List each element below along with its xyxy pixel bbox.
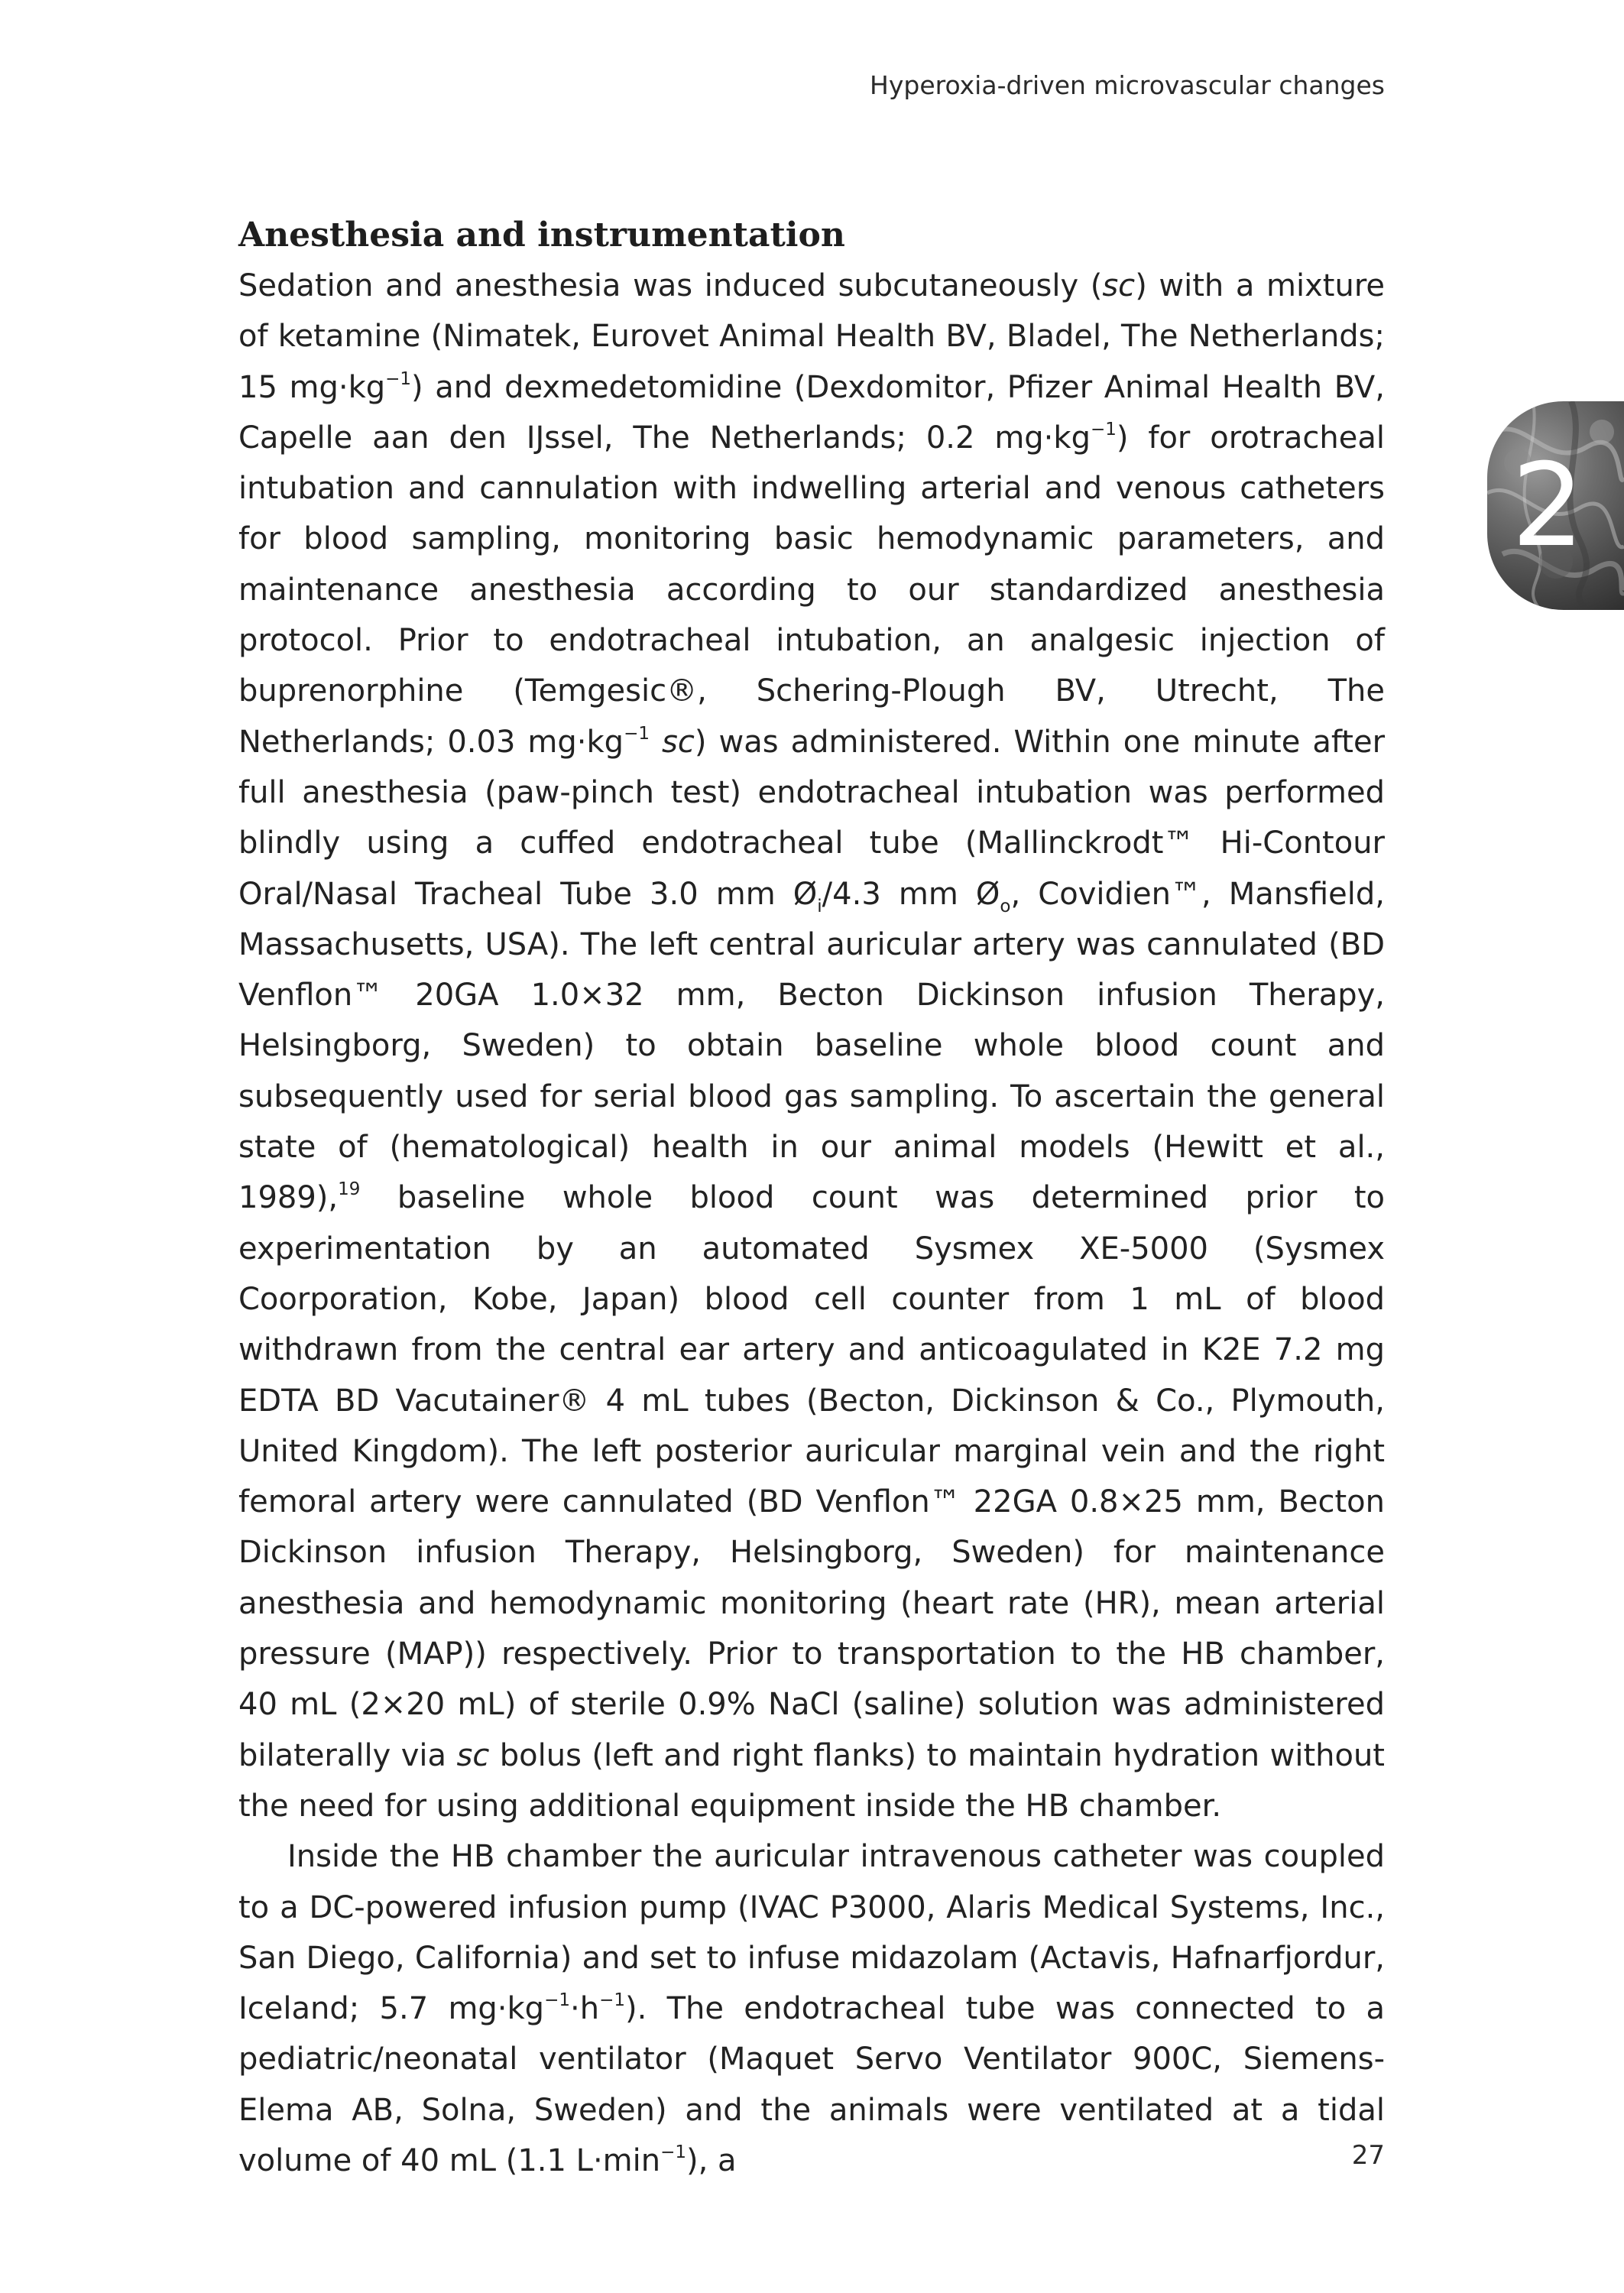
paragraph-2: Inside the HB chamber the auricular intravenous catheter was coupled to a DC-powered infusion pump (IVAC P3000, Alaris Medical Systems, Inc., San Diego, California) and set to infuse midazolam (Actavis, Hafnarfjordur, Iceland; 5.7 $mg\cdot kg^{-1}\cdot h^{-1}$). The endotracheal tube was connected to a pediatric/neonatal ventilator (Maquet Servo Ventilator 900C, Siemens-Elema AB, Solna, Sweden) and the animals were ventilated at a tidal volume of 40 mL (1.1 $L\cdot\min^{-1}$), a [238,1839,1385,2178]
chapter-tab [1487,401,1624,610]
chapter-number: 2 [1511,439,1585,572]
main-text [238,210,1385,2186]
running-head: Hyperoxia-driven microvascular changes [870,70,1385,100]
citation-ref: 19 [338,1179,361,1200]
paragraph-1: Sedation and anesthesia was induced subcutaneously (sc) with a mixture of ketamine (Nimatek, Eurovet Animal Health BV, Bladel, The Netherlands; 15 $mg\cdot kg^{-1}$) and dexmedetomidine (Dexdomitor, Pfizer Animal Health BV, Capelle aan den IJssel, The Netherlands; 0.2 $mg\cdot kg^{-1}$) for orotracheal intubation and cannulation with indwelling arterial and venous catheters for blood sampling, monitoring basic hemodynamic parameters, and maintenance anesthesia according to our standardized anesthesia protocol. Prior to endotracheal intubation, an analgesic injection of buprenorphine (Temgesic®, Schering-Plough BV, Utrecht, The Netherlands; 0.03 $mg\cdot kg^{-1}$ sc) was administered. Within one minute after full anesthesia (paw-pinch test) endotracheal intubation was performed blindly using a cuffed endotracheal tube (Mallinckrodt™ Hi-Contour Oral/Nasal Tracheal Tube 3.0 mm $Ø_i/4.3$ mm $Ø_o$, Covidien™, Mansfield, Massachusetts, USA). The left central auricular artery was cannulated (BD Venflon™ 20GA 1.0×32 mm, Becton Dickinson infusion Therapy, Helsingborg, Sweden) to obtain baseline whole blood count and subsequently used for serial blood gas sampling. To ascertain the general state of (hematological) health in our animal models (Hewitt et al., 1989),$^{19}$ baseline whole blood count was determined prior to experimentation by an automated Sysmex XE-5000 (Sysmex Coorporation, Kobe, Japan) blood cell counter from 1 mL of blood withdrawn from the central ear artery and anticoagulated in K2E 7.2 mg EDTA BD Vacutainer® 4 mL tubes (Becton, Dickinson & Co., Plymouth, United Kingdom). The left posterior auricular marginal vein and the right femoral artery were cannulated (BD Venflon™ 22GA 0.8×25 mm, Becton Dickinson infusion Therapy, Helsingborg, Sweden) for maintenance anesthesia and hemodynamic monitoring (heart rate (HR), mean arterial pressure (MAP)) respectively. Prior to transportation to the HB chamber, 40 mL (2×20 mL) of sterile 0.9% NaCl (saline) solution was administered bilaterally via sc bolus (left and right flanks) to maintain hydration without the need for using additional equipment inside the HB chamber. [238,268,1386,1824]
page-number: 27 [1351,2140,1385,2171]
section-heading: Anesthesia and instrumentation [238,216,845,255]
